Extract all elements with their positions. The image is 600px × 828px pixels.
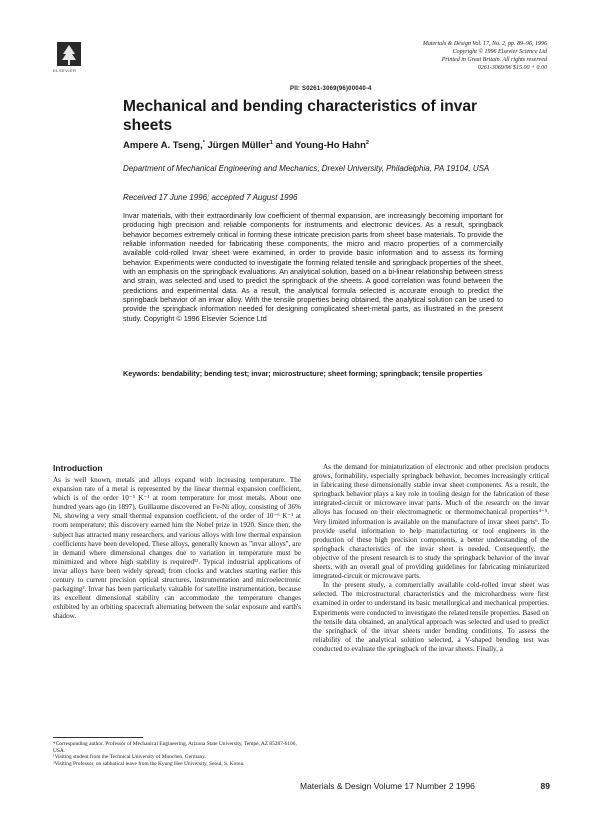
intro-paragraph-right-2: In the present study, a commercially available cold-rolled invar sheet was selected. The microstructural characteristics and the microhardness were first examined in order to understand its basic metallurgical and mechanical properties. Experiments were conducted to investigate the related tensile properties. Based on the tensile data obtained, an analytical approach was selected and used to predict the springback of the invar sheets under bending conditions. To assess the reliability of the analytical solution selected, a V-shaped bending test was conducted to evaluate the springback of the invar sheets. Finally, a xyxy=(313,581,549,653)
received-dates: Received 17 June 1996; accepted 7 August 1996 xyxy=(123,193,298,202)
keywords-text: bendability; bending test; invar; microstructure; sheet forming; springback; tensile properties xyxy=(161,369,483,378)
footnote-1: ¹Visiting student from the Technical University of Munchen, Germany. xyxy=(53,754,206,761)
footnote-corresponding: *Corresponding author. Professor of Mechanical Engineering, Arizona State University, Tempe, AZ 85287-6106, USA. xyxy=(53,741,297,754)
intro-paragraph-right-1: As the demand for miniaturization of electronic and other precision products grows, formability, especially springback behavior, becomes increasingly critical in fabricating these dimensionally stable invar sheet components. As a result, the springback behavior plays a key role in tooling design for the fabrication of these integrated-circuit or microwave invar parts. Much of the research on the invar alloys has focused on their electromagnetic or thermomechanical properties⁴⁻⁵. Very limited information is available on the manufacture of invar sheet parts⁶. To provide useful information to help manufacturing or tool engineers in the production of these high precision components, a better understanding of the springback characteristics of the invar sheet is needed. Consequently, the objective of the present research is to study the springback behavior of the invar sheets, with an overall goal of providing guidelines for fabricating miniaturized integrated-circuit or microwave parts. xyxy=(313,463,549,581)
page-number: 89 xyxy=(540,781,550,791)
copyright-line: Copyright © 1996 Elsevier Science Ltd xyxy=(452,49,547,55)
issn-line: 0261-3069/96 $15.00 + 0.00 xyxy=(477,65,547,71)
keywords-label: Keywords: xyxy=(123,369,160,378)
footnote-2: ²Visiting Professor, on sabbatical leave from the Kyung Hee University, Seoul, S. Korea. xyxy=(53,760,245,767)
page-footer xyxy=(300,781,550,791)
keywords xyxy=(123,369,503,379)
author-mark: * xyxy=(202,140,205,146)
author-name: and Young-Ho Hahn xyxy=(275,140,366,152)
publisher-logo-text: ELSEVIER xyxy=(53,68,77,73)
author-name: Ampere A. Tseng, xyxy=(123,140,203,152)
affiliation: Department of Mechanical Engineering and Mechanics, Drexel University, Philadelphia, PA 19104, USA xyxy=(123,164,490,173)
footnotes xyxy=(53,741,301,767)
journal-citation: Materials & Design Vol. 17, No. 2, pp. 89–96, 1996 xyxy=(422,41,547,47)
section-heading-introduction: Introduction xyxy=(53,463,103,473)
footnote-divider xyxy=(53,737,143,738)
paper-title: Mechanical and bending characteristics of invar sheets xyxy=(123,98,478,134)
author-name: Jürgen Müller xyxy=(207,140,270,152)
printed-in-line: Printed in Great Britain. All rights reserved xyxy=(441,57,547,63)
pii-identifier: PII: S0261-3069(96)00040-4 xyxy=(290,86,372,92)
right-column xyxy=(313,463,549,654)
author-mark: 2 xyxy=(365,140,369,146)
intro-paragraph-left: As is well known, metals and alloys expand with increasing temperature. The expansion rate of a metal is represented by the linear thermal expansion coefficient, which is of the order 10⁻⁵ K⁻¹ at room temperature for most metals. About one hundred years ago (in 1897), Guillaume discovered an Fe-Ni alloy, consisting of 36% Ni, showing a very small thermal expansion coefficient, of the order of 10⁻⁶ K⁻¹ at room temperature; this discovery earned him the Nobel prize in 1920. Since then, the subject has attracted many researchers, and various alloys with low thermal expansion coefficients have been developed. These alloys, generally known as "invar alloys", are in demand where dimensional changes due to variation in temperature must be minimized and where high stability is required¹². Typical industrial applications of invar alloys have been widely spread; from clocks and watches starting earlier this century to current precision optical structures, instrumentation and microelectronic packaging³. Invar has been particularly valuable for satellite instrumentation, because its excellent dimensional stability can accommodate the temperature changes exhibited by an orbiting spacecraft alternating between the solar exposure and earth's shadow. xyxy=(53,476,301,621)
journal-info xyxy=(347,40,547,72)
author-list xyxy=(123,140,369,151)
abstract: Invar materials, with their extraordinarily low coefficient of thermal expansion, are increasingly becoming important for producing high precision and reliable components for instruments and electronic devices. As a result, springback behavior becomes extremely critical in forming these intricate precision parts from sheet base materials. To provide the reliable information needed for fabricating these components, the micro and macro properties of a commercially available cold-rolled Invar sheet were examined, in order to provide basic information and to assess its forming behavior. Experiments were conducted to investigate the forming related tensile and springback properties of the sheet, with an emphasis on the springback evaluations. An analytical solution, based on a bi-linear relationship between stress and strain, was selected and used to predict the springback of the sheets. A good correlation was found between the predictions and experimental data. As a result, the analytical formula selected is accurate enough to predict the springback behavior of an invar alloy. With the tensile properties being obtained, the analytical solution can be used to provide the springback information needed for designing complicated sheet-metal parts, as illustrated in the present study. Copyright © 1996 Elsevier Science Ltd xyxy=(123,211,503,323)
author-mark: 1 xyxy=(269,140,273,146)
footer-journal: Materials & Design Volume 17 Number 2 1996 xyxy=(300,781,475,791)
